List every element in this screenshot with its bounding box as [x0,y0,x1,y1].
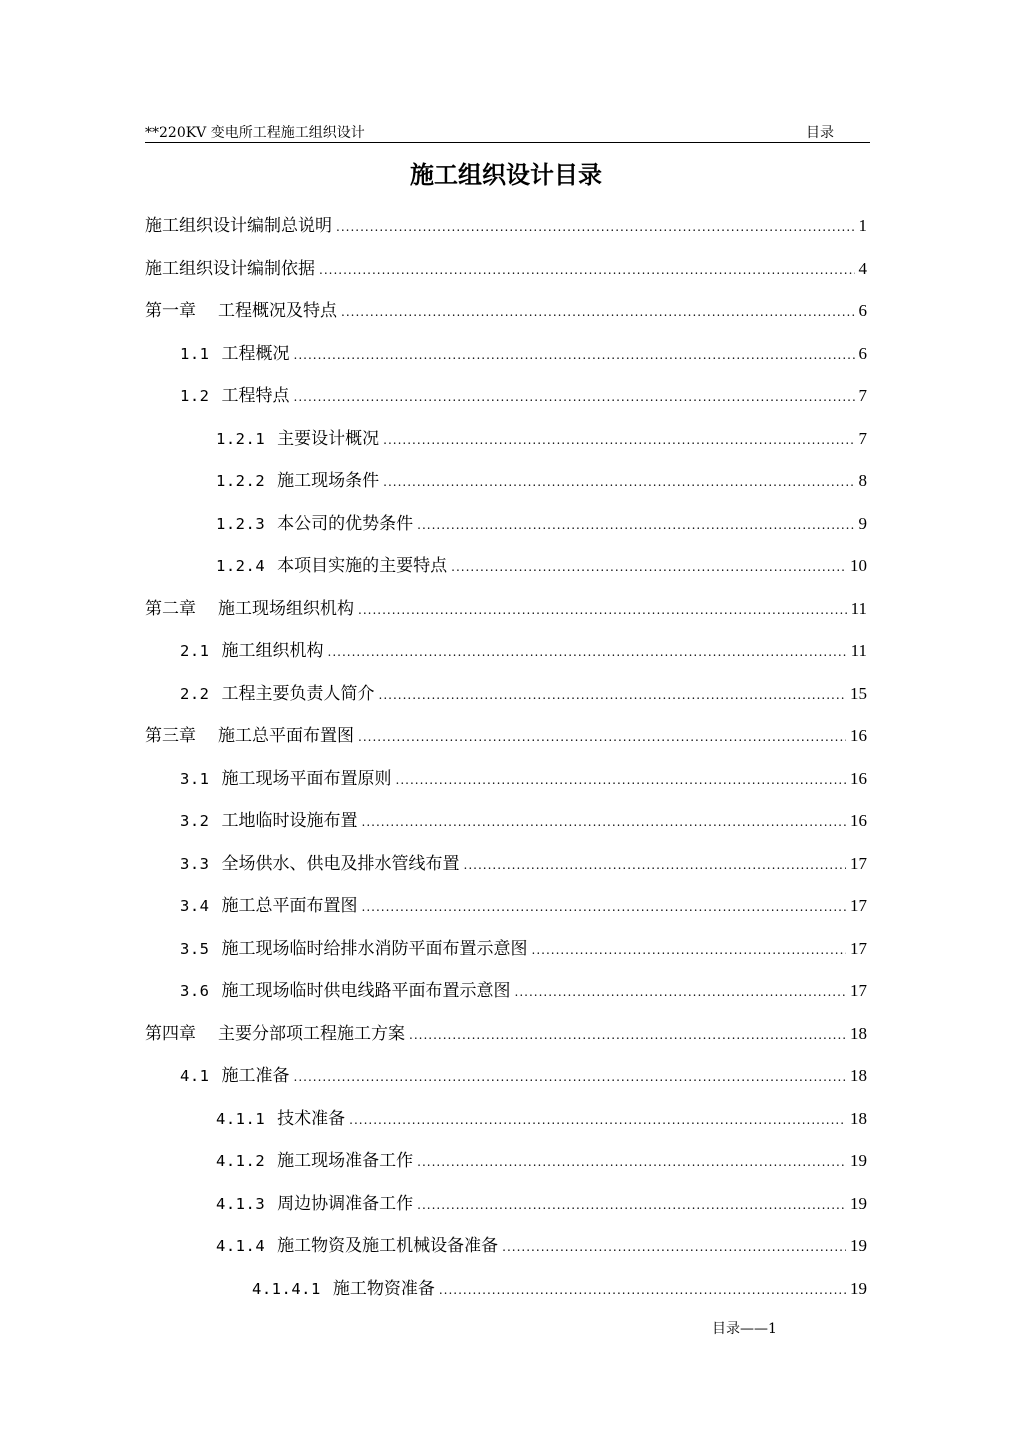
page-footer: 目录——1 [712,1321,777,1337]
toc-chapter[interactable] [145,1021,867,1047]
toc-leader-dots [417,1192,846,1218]
toc-page-number: 16 [850,769,867,788]
toc-leader-dots [515,979,847,1005]
toc-leader-dots [409,1022,846,1048]
toc-page-number: 19 [850,1279,867,1298]
toc-subsection[interactable] [216,511,867,537]
toc-subsection-number: 4.1.3 [216,1195,266,1213]
toc-subsection-number: 1.2.2 [216,472,266,490]
toc-chapter-number: 第三章 [145,726,196,746]
toc-subsection[interactable] [216,468,867,494]
toc-entry-text: 施工总平面布置图 [218,726,354,746]
toc-entry-text: 主要设计概况 [277,429,380,449]
toc-entry-text: 工地临时设施布置 [221,811,358,831]
toc-page-number: 16 [850,811,867,830]
toc-leader-dots [383,427,854,453]
toc-leader-dots [358,597,847,623]
toc-section-number: 3.6 [180,982,210,1000]
toc-page-number: 11 [850,599,867,618]
toc-page-number: 17 [850,854,867,873]
toc-section[interactable] [180,1063,867,1089]
toc-subsection[interactable] [216,1191,867,1217]
toc-entry-text: 主要分部项工程施工方案 [218,1024,405,1044]
toc-page-number: 19 [850,1194,867,1213]
page-title: 施工组织设计目录 [410,161,602,189]
toc-section[interactable] [180,341,867,367]
toc-entry-text: 施工现场准备工作 [277,1151,414,1171]
toc-page-number: 17 [850,896,867,915]
toc-section-number: 1.1 [180,345,210,363]
toc-page-number: 18 [850,1066,867,1085]
toc-subsection-number: 1.2.1 [216,430,266,448]
toc-entry[interactable] [145,256,867,282]
toc-page-number: 18 [850,1024,867,1043]
toc-entry-text: 施工物资准备 [332,1279,435,1299]
toc-leader-dots [532,937,847,963]
toc-section[interactable] [180,808,867,834]
toc-section[interactable] [180,766,867,792]
toc-leader-dots [362,894,847,920]
toc-entry-text: 施工现场条件 [277,471,380,491]
toc-leader-dots [362,809,847,835]
toc-section[interactable] [180,893,867,919]
toc-subsection[interactable] [216,1106,867,1132]
toc-entry-text: 工程主要负责人简介 [221,684,375,704]
toc-chapter-number: 第四章 [145,1024,196,1044]
toc-entry-text: 技术准备 [277,1109,346,1129]
toc-leader-dots [417,512,854,538]
toc-subsection[interactable] [216,1148,867,1174]
toc-entry-text: 周边协调准备工作 [277,1194,414,1214]
toc-subsection-number: 4.1.1 [216,1110,266,1128]
toc-chapter-number: 第二章 [145,599,196,619]
toc-leader-dots [294,1064,847,1090]
toc-section-number: 3.5 [180,940,210,958]
toc-subsection-number: 4.1.4 [216,1237,266,1255]
toc-entry-text: 本公司的优势条件 [277,514,414,534]
toc-section[interactable] [180,681,867,707]
toc-entry-text: 施工现场平面布置原则 [221,769,392,789]
toc-leader-dots [349,1107,846,1133]
toc-leader-dots [502,1234,846,1260]
toc-entry-text: 施工组织设计编制总说明 [145,216,332,236]
toc-page-number: 10 [850,556,867,575]
toc-page-number: 18 [850,1109,867,1128]
toc-entry-text: 本项目实施的主要特点 [277,556,448,576]
toc-leader-dots [451,554,846,580]
toc-section-number: 3.3 [180,855,210,873]
toc-chapter[interactable] [145,298,867,324]
toc-leader-dots [358,724,846,750]
page-header [145,118,870,143]
toc-subsection-number: 1.2.3 [216,515,266,533]
toc-entry-text: 施工现场组织机构 [218,599,354,619]
toc-leader-dots [396,767,847,793]
toc-entry-text: 施工物资及施工机械设备准备 [277,1236,499,1256]
toc-entry-text: 工程概况 [221,344,290,364]
toc-subsubsection-number: 4.1.4.1 [252,1280,321,1298]
toc-page-number: 4 [858,259,867,278]
toc-entry-text: 施工现场临时供电线路平面布置示意图 [221,981,511,1001]
toc-chapter[interactable] [145,723,867,749]
toc-section-number: 2.1 [180,642,210,660]
toc-entry-text: 施工组织设计编制依据 [145,259,315,279]
toc-section[interactable] [180,936,867,962]
toc-section-number: 2.2 [180,685,210,703]
toc-subsection-number: 1.2.4 [216,557,266,575]
toc-chapter-number: 第一章 [145,301,196,321]
toc-page-number: 17 [850,981,867,1000]
toc-leader-dots [328,639,847,665]
toc-section-number: 1.2 [180,387,210,405]
toc-section-number: 3.2 [180,812,210,830]
toc-page-number: 16 [850,726,867,745]
toc-subsection[interactable] [216,426,867,452]
toc-entry-text: 工程特点 [221,386,290,406]
toc-subsection[interactable] [216,553,867,579]
toc-subsection-number: 4.1.2 [216,1152,266,1170]
toc-page-number: 8 [858,471,867,490]
toc-section[interactable] [180,851,867,877]
toc-leader-dots [439,1277,846,1303]
toc-leader-dots [417,1149,846,1175]
toc-subsubsection[interactable] [252,1276,867,1302]
toc-section[interactable] [180,638,867,664]
toc-page-number: 7 [858,386,867,405]
toc-entry-text: 施工现场临时给排水消防平面布置示意图 [221,939,528,959]
toc-leader-dots [336,214,855,240]
toc-section-number: 3.4 [180,897,210,915]
toc-leader-dots [294,342,855,368]
toc-leader-dots [294,384,855,410]
toc-entry-text: 施工组织机构 [221,641,324,661]
toc-leader-dots [379,682,847,708]
toc-entry-text: 全场供水、供电及排水管线布置 [221,854,460,874]
toc-section-number: 4.1 [180,1067,210,1085]
toc-leader-dots [383,469,854,495]
toc-entry[interactable] [145,213,867,239]
toc-entry-text: 工程概况及特点 [218,301,337,321]
toc-page-number: 17 [850,939,867,958]
toc-subsection[interactable] [216,1233,867,1259]
toc-page-number: 6 [858,301,867,320]
toc-page-number: 15 [850,684,867,703]
toc-page-number: 19 [850,1151,867,1170]
toc-entry-text: 施工准备 [221,1066,290,1086]
toc-chapter[interactable] [145,596,867,622]
toc-page-number: 6 [858,344,867,363]
toc-leader-dots [464,852,847,878]
toc-entry-text: 施工总平面布置图 [221,896,358,916]
toc-leader-dots [319,257,855,283]
toc-page-number: 11 [850,641,867,660]
toc-page-number: 19 [850,1236,867,1255]
toc-section[interactable] [180,978,867,1004]
toc-section-number: 3.1 [180,770,210,788]
toc-page-number: 1 [858,216,867,235]
toc-page-number: 7 [858,429,867,448]
toc-page-number: 9 [858,514,867,533]
toc-leader-dots [341,299,855,325]
header-document-title: **220KV 变电所工程施工组织设计 [145,125,365,141]
toc-section[interactable] [180,383,867,409]
header-section-label: 目录 [806,125,834,141]
